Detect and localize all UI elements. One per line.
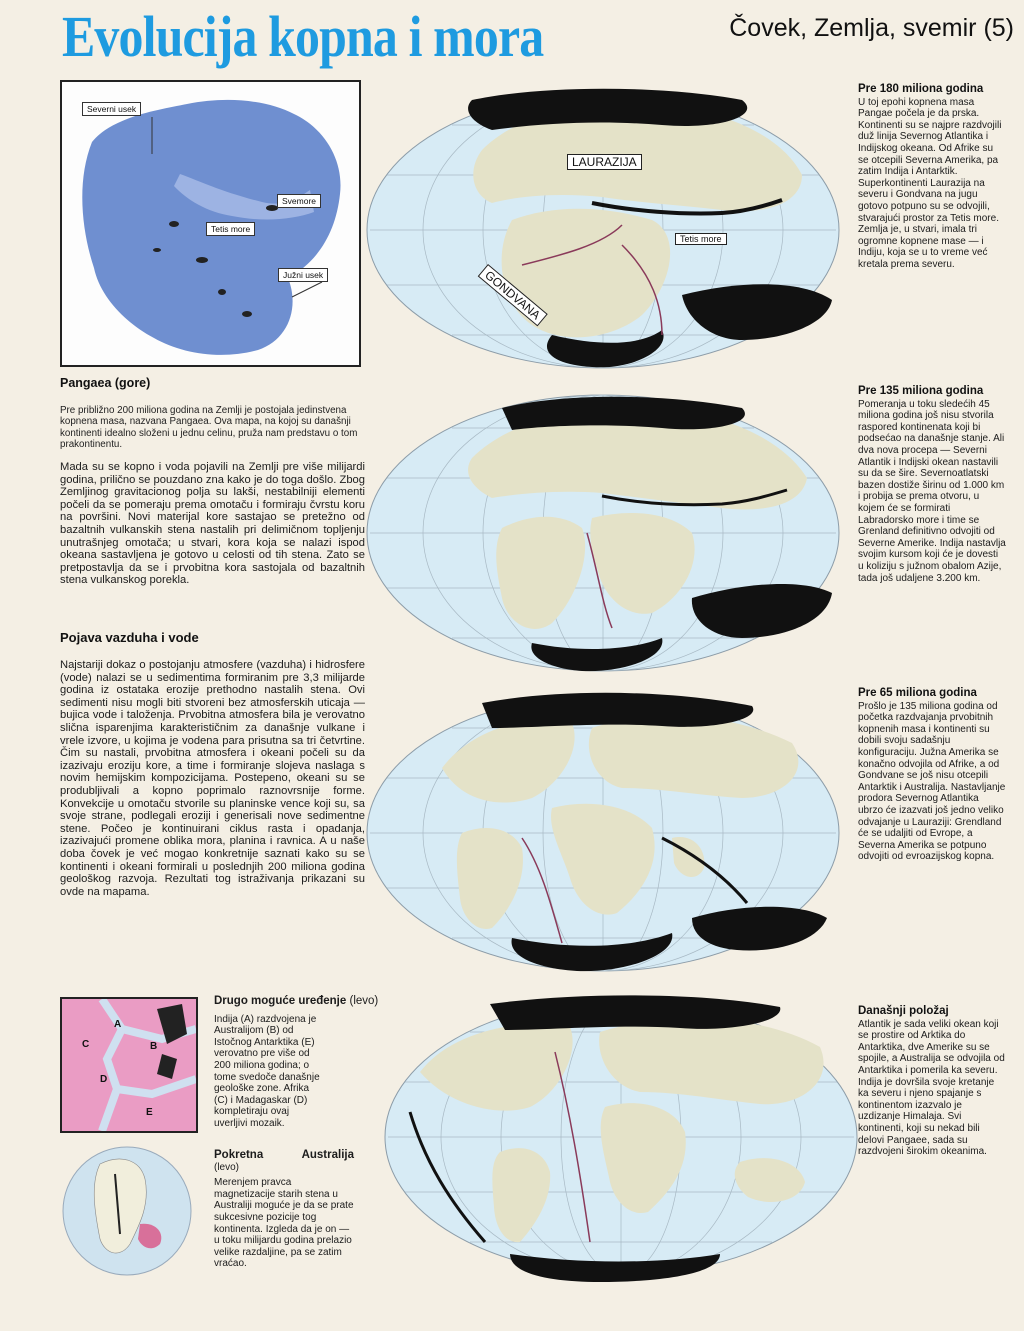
series-title: Čovek, Zemlja, svemir (5) [729,14,1014,42]
sidebar-title: Pre 135 miliona godina [858,385,984,397]
india-label-c: C [82,1039,90,1050]
section-heading: Pojava vazduha i vode [60,630,199,645]
sidebar-block-135 [858,386,1006,584]
india-mosaic-map [60,997,198,1133]
tethys-label: Tetis more [206,222,255,236]
aus-title-b: Australija [301,1149,354,1161]
alt-title-note: (levo) [349,995,379,1007]
aus-text: Merenjem pravca magnetizacije starih stena u Australiji moguće je da se prate sukcesivne pozicije tog kontinenta. Izgleda da je on — u toku milijardu godina prelazio velike razdaljine, pa se zatim vraćao. [214,1177,354,1270]
india-label-a: A [114,1019,122,1030]
tethys-map-label: Tetis more [675,233,727,245]
india-label-b: B [150,1041,158,1052]
australia-globe [60,1144,194,1278]
india-label-d: D [100,1074,108,1085]
sidebar-title: Današnji položaj [858,1005,949,1017]
sidebar-text: Prošlo je 135 miliona godina od početka razdvajanja prvobitnih kopnenih masa i kontinenti su dobili svoju sadašnju konfiguraciju. Južna Amerika se konačno odvojila od Afrike, a od Gondvane se još nisu otcepili Antarktik i Australija. Nastavljanje prodora Severnog Atlantika ubrzo će izazvati još jedno veliko odvajanje u Lauraziji: Grendland će se udaljiti od Evrope, a Severna Amerika se potpuno odvojiti od evroazijskog kopna. [858,700,1006,863]
gondvana-label: GONDVANA [478,264,548,326]
sidebar-block-65 [858,688,1006,863]
sidebar-text: Atlantik je sada veliki okean koji se prostire od Arktika do Antarktika, dve Amerike su se spojile, a Australija se odvojila od Antarktika i pomerila ka severu. Indija je dovršila svoje kretanje ka severu i njeno spajanje s kontinentom izazvalo je uzdizanje Himalaja. Svi kontinenti, koji su nekad bili delovi Pangaee, sada su razdvojeni širokim okeanima. [858,1018,1005,1158]
sidebar-text: Pomeranja u toku sledećih 45 miliona godina još nisu stvorila raspored kontinenata koji bi podsećao na današnje stanje. Ali dva nova procepa — Severni Atlantik i Indijski okean nastavili su da se šire. Severnoatlatski bazen dostiže širinu od 1.000 km i probija se prema otvoru, u kojem će se formirati Labradorsko more i time se Grenland definitivno odvojiti od Severne Amerike. Indija nastavlja svojim kursom koji će je dovesti u koliziju s južnom obalom Azije, tada još udaljene 3.200 km. [858,398,1006,584]
globe-180-ma [362,85,844,375]
svemore-label: Svemore [277,194,321,208]
india-label-e: E [146,1107,153,1118]
australia-caption [214,1150,354,1270]
article-paragraph-2: Najstariji dokaz o postojanju atmosfere (vazduha) i hidrosfere (vode) nalazi se u sedimentima formiranim pre 3,3 milijarde godina iz ostataka erozije prethodno nastalih stena. Ovi sedimenti nisu mogli biti stvoreni bez atmosferskih uticaja — bujica vode i taloženja. Prvobitna atmosfera bila je verovatno slična isparenjima karakterističnim za današnje vulkane i vrele izvore, u kojima je vodena para prisutna sa tri četvrtine. Čim su nastali, prvobitna atmosfera i okeani počeli su da izazivaju eroziju kore, a time i formiranje slojeva naslaga s novim hemijskim kompozicijama. Postepeno, okeani su se produbljivali a kopno poprimalo raznovrsnije forme. Konvekcije u omotaču stvorile su planinske vence koji su, sa svoje strane, podlegali eroziji i generisali nove sedimentne stene. Počeo je kontinuirani ciklus rasta i opadanja, izazivajući promene oblika mora, planina i ravnica. A u naše doba čovek je već mogao konkretnije saznati kako su se kontinenti i okeani formirali u poslednjih 200 miliona godina geološkog razvoja. Rezultati tog istraživanja prikazani su ovde na mapama. [60,659,365,898]
pangaea-caption-text: Pre približno 200 miliona godina na Zemlji je postojala jedinstvena kopnena masa, nazvana Pangaea. Ova mapa, na kojoj su današnji kontinenti idealno složeni u jednu celinu, pruža nam predstavu o tom prakontinentu. [60,405,358,451]
globe-65-ma [362,688,844,978]
sidebar-title: Pre 65 miliona godina [858,687,977,699]
pangaea-map [60,80,361,367]
aus-title-a: Pokretna [214,1149,264,1161]
south-rift-label: Južni usek [278,268,328,282]
pangaea-caption-title: Pangaea (gore) [60,376,151,390]
laurazija-label: LAURAZIJA [567,154,642,170]
globe-135-ma [362,388,844,678]
globe-present [380,992,862,1282]
sidebar-block-present [858,1006,1006,1158]
north-rift-label: Severni usek [82,102,141,116]
aus-title-note: (levo) [214,1161,240,1173]
alt-text: Indija (A) razdvojena je Australijom (B) od Istočnog Antarktika (E) verovatno pre više od 200 miliona godina; o tome svedoče današnje geološke zone. Afrika (C) i Madagaskar (D) kompletiraju ovaj uverljivi mozaik. [214,1013,320,1129]
sidebar-block-180 [858,84,1006,271]
article-paragraph-1: Mada su se kopno i voda pojavili na Zemlji pre više milijardi godina, prilično se pouzdano zna kako je do toga došlo. Zbog Zemljinog gravitacionog polja su lakši, nestabilniji elementi počeli da se pomeraju prema omotaču i formiraju čvrstu koru na površini. Novi materijal kore sastajao se pretežno od bazaltnih vulkanskih stena nastalih pri delimičnom topljenju unutrašnjeg omotača; u stvari, kora koja se nalazi ispod okeana sastavljena je gotovo u celosti od tih stena. Zato se pretpostavlja da se i prvobitna kora sastojala od bazaltnih stena vulkanskog porekla. [60,461,365,587]
page-title: Evolucija kopna i mora [62,4,544,69]
sidebar-text: U toj epohi kopnena masa Pangae počela je da prska. Kontinenti su se najpre razdvojili duž linija Severnog Atlantika i Indijskog okeana. Od Afrike su se otcepili Severna Amerika, pa zatim Indija i Antarktik. Superkontinenti Laurazija na severu i Gondvana na jugu gotovo potpuno su se odvojili, stvarajući prostor za Tetis more. Zemlja je, u stvari, imala tri ogromne kopnene mase — i Indiju, koja se u to vreme već kretala prema severu. [858,96,1002,270]
alt-title: Drugo moguće uređenje [214,995,347,1007]
sidebar-title: Pre 180 miliona godina [858,83,984,95]
alternative-arrangement-caption [214,996,394,1130]
